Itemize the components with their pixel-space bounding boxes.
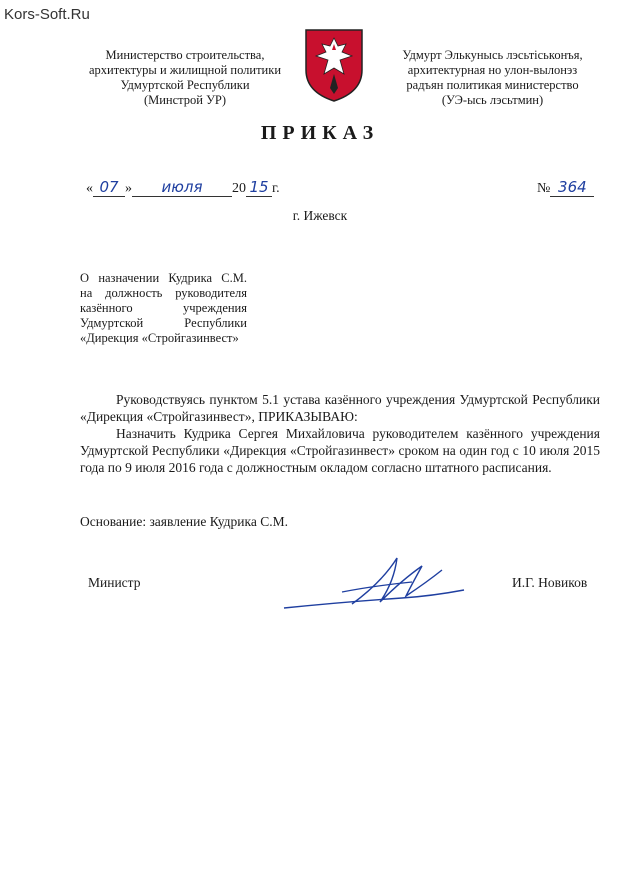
header-right-line: архитектурная но улон-вылонэз: [407, 63, 578, 77]
order-subject: [80, 271, 247, 346]
handwritten-signature: [282, 552, 467, 614]
header-left-line: Удмуртской Республики: [120, 78, 250, 92]
header-right-line: Удмурт Элькунысь лэсьтiськонъя,: [402, 48, 583, 62]
order-date: [86, 178, 280, 197]
body-paragraph: Назначить Кудрика Сергея Михайловича руководителем казённого учреждения Удмуртской Республики «Дирекция «Стройгазинвест» сроком на один год с 10 июля 2015 года по 9 июля 2016 года с должностным окладом согласно штатного расписания.: [80, 426, 600, 475]
header-left-line: архитектуры и жилищной политики: [88, 63, 282, 77]
header-left-line: (Минстрой УР): [143, 93, 227, 107]
header-right-line: (УЭ-ысь лэсьтмин): [441, 93, 544, 107]
body-paragraph: Руководствуясь пунктом 5.1 устава казённого учреждения Удмуртской Республики «Дирекция «Стройгазинвест», ПРИКАЗЫВАЮ:: [80, 392, 600, 424]
date-open-quote: «: [86, 181, 93, 196]
document-title: ПРИКАЗ: [260, 122, 380, 144]
number-sign: №: [537, 181, 551, 196]
order-body: [80, 391, 600, 476]
signatory-name: И.Г. Новиков: [512, 575, 588, 590]
subject-line: на должность руководителя: [80, 286, 247, 300]
subject-line: «Дирекция «Стройгазинвест»: [80, 331, 239, 345]
signatory-position: Министр: [88, 575, 141, 590]
basis-line: Основание: заявление Кудрика С.М.: [80, 514, 288, 529]
subject-line: казённого учреждения: [80, 301, 247, 315]
date-month: июля: [132, 178, 232, 197]
ministry-name-udmurt: [350, 48, 635, 108]
watermark: Kors-Soft.Ru: [4, 6, 90, 23]
header-left-line: Министерство строительства,: [105, 48, 265, 62]
date-close-quote: »: [125, 181, 132, 196]
subject-line: Удмуртской Республики: [80, 316, 247, 330]
city: г. Ижевск: [292, 208, 348, 223]
order-number: [537, 178, 594, 197]
subject-line: О назначении Кудрика С.М.: [80, 271, 247, 285]
ministry-name-russian: [60, 48, 310, 108]
number-value: 364: [550, 178, 594, 197]
date-year-unit: г.: [272, 181, 280, 196]
date-year-suffix: 15: [246, 178, 272, 197]
date-year-prefix: 20: [232, 181, 246, 196]
date-day: 07: [93, 178, 125, 197]
header-right-line: радъян политикая министерство: [406, 78, 579, 92]
